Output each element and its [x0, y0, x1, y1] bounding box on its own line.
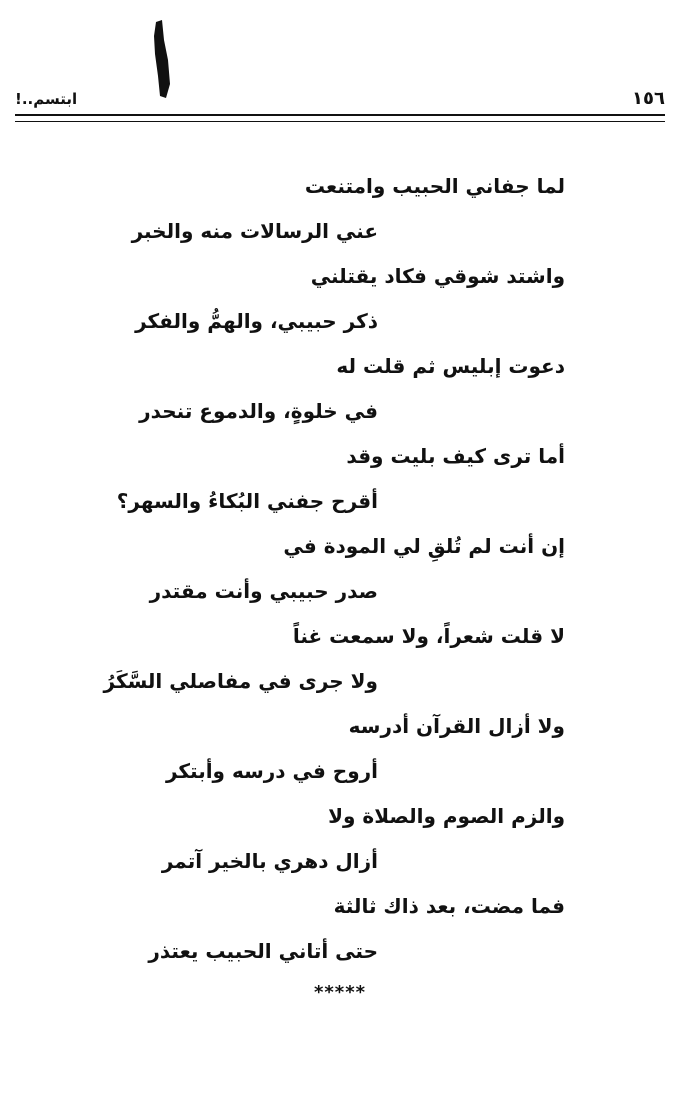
running-header: [15, 84, 665, 114]
verse-line: إن أنت لم تُلقِ لي المودة في: [283, 534, 565, 558]
verse-line: ولا أزال القرآن أدرسه: [348, 714, 565, 738]
page-number: ١٥٦: [632, 88, 665, 109]
book-title: ابتسم..!: [15, 90, 78, 108]
verse-line: دعوت إبليس ثم قلت له: [336, 354, 565, 378]
verse-line: فما مضت، بعد ذاك ثالثة: [333, 894, 565, 918]
verse-line: أروح في درسه وأبتكر: [165, 759, 378, 783]
verse-line: لا قلت شعراً، ولا سمعت غناً: [292, 624, 565, 648]
verse-line: في خلوةٍ، والدموع تنحدر: [139, 399, 378, 423]
verse-line: ولا جرى في مفاصلي السَّكَرُ: [103, 669, 378, 693]
verse-line: أزال دهري بالخير آتمر: [161, 849, 378, 873]
verse-line: حتى أتاني الحبيب يعتذر: [148, 939, 378, 963]
verse-line: واشتد شوقي فكاد يقتلني: [310, 264, 565, 288]
header-rule: [15, 114, 665, 122]
verse-line: أقرح جفني البُكاءُ والسهر؟: [116, 489, 378, 513]
verse-line: عني الرسالات منه والخبر: [131, 219, 378, 243]
section-ornament: *****: [313, 982, 367, 1003]
verse-line: والزم الصوم والصلاة ولا: [328, 804, 565, 828]
verse-line: أما ترى كيف بليت وقد: [346, 444, 565, 468]
verse-line: صدر حبيبي وأنت مقتدر: [149, 579, 378, 603]
verse-line: لما جفاني الحبيب وامتنعت: [304, 174, 565, 198]
verse-line: ذكر حبيبي، والهمُّ والفكر: [135, 309, 378, 333]
